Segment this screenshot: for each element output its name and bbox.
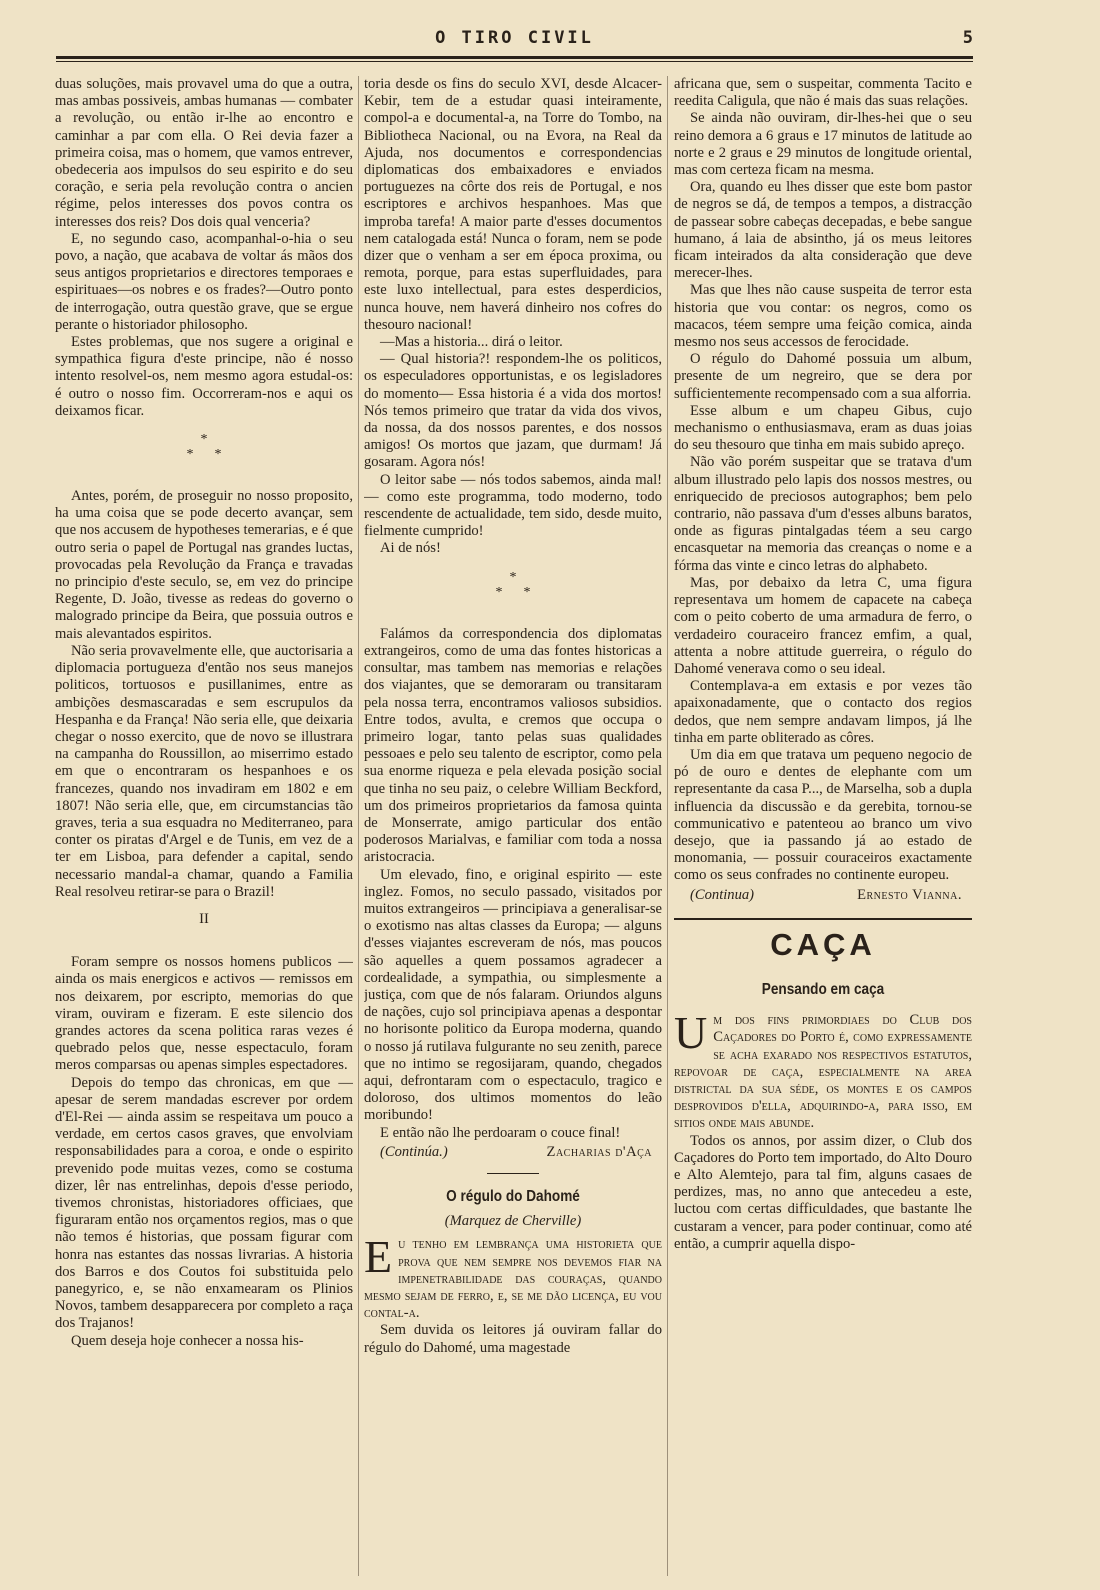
article-byline: (Marquez de Cherville) bbox=[444, 1213, 582, 1230]
paragraph: Falámos da correspondencia dos diplomatas extrangeiros, como de uma das fontes historicas a consultar, mas tambem nas memorias e relações dos viajantes, que se demoraram ou transitaram pela nossa terra, encontramos valiosos subsidios. Entre todos, avulta, e cremos que occupa o primeiro logar, tanto pelas suas qualidades pessoaes e pelo seu talento de escriptor, como pela sua enorme riqueza e pela elevada posição social que tinha no seu paiz, o celebre William Beckford, um dos primeiros proprietarios da famosa quinta de Monserrate, amigo particular dos então poderosos Marialvas, e familiar com toda a nossa aristocracia. bbox=[364, 625, 662, 866]
article-signature bbox=[364, 1144, 662, 1161]
paragraph: Esse album e um chapeu Gibus, cujo mechanismo o enthusiasmava, eram as duas joias do seu thesouro que tinha em mais subido apreço. bbox=[674, 402, 972, 454]
author-name: Ernesto Vianna. bbox=[857, 886, 962, 903]
continua-note: (Continua) bbox=[690, 886, 755, 903]
paragraph-text: u tenho em lembrança uma historieta que prova que nem sempre nos devemos fiar na impenetrabilidade das couraças, quando mesmo sejam de ferro, e, se me dão licença, eu vou contal-a. bbox=[364, 1236, 662, 1322]
paragraph: Todos os annos, por assim dizer, o Club dos Caçadores do Porto tem importado, do Alto Douro e Alto Alemtejo, para tal fim, alguns casaes de perdizes, mas, no anno que antecedeu a este, luctou com certas difficuldades, que bastante lhe custaram a vencer, para poder continuar, como até então, a cumprir aquella dispo- bbox=[674, 1132, 972, 1252]
drop-cap: E bbox=[364, 1231, 393, 1283]
paragraph: O leitor sabe — nós todos sabemos, ainda mal! — como este programma, todo moderno, todo rescendente de actualidade, tem sido, desde muito, fielmente cumprido! bbox=[364, 471, 662, 540]
paragraph: Estes problemas, que nos sugere a original e sympathica figura d'este principe, não é nosso intento resolvel-os, nem mesmo agora estudal-os: é outro o nosso fim. Occorreram-nos e aqui os deixamos ficar. bbox=[55, 334, 353, 419]
section-number: II bbox=[199, 910, 209, 927]
header-rule-thick bbox=[56, 56, 973, 59]
column-1 bbox=[55, 76, 353, 1576]
asterism-text: * * * bbox=[186, 432, 222, 463]
paragraph bbox=[364, 1231, 662, 1322]
paragraph: Se ainda não ouviram, dir-lhes-hei que o seu reino demora a 6 graus e 17 minutos de latitude ao norte e 2 graus e 29 minutos de longitude oriental, mas com certeza ficam na mesma. bbox=[674, 110, 972, 179]
column-2 bbox=[364, 76, 662, 1576]
paragraph: E então não lhe perdoaram o couce final! bbox=[380, 1124, 621, 1141]
paragraph: O régulo do Dahomé possuia um album, presente de um negreiro, que se dera por sufficientemente recompensado com a sua alforria. bbox=[674, 351, 972, 402]
column-divider bbox=[667, 76, 668, 1576]
column-divider bbox=[358, 76, 359, 1576]
paragraph bbox=[674, 1007, 972, 1132]
paragraph: Antes, porém, de proseguir no nosso proposito, ha uma coisa que se pode decerto avançar, sem que nos accusem de hypotheses temerarias, e é que outro seria o papel de Portugal nas grandes luctas, provocadas pela Revolução da França e travadas no principio d'este seculo, se, em vez do principe Regente, D. João, tivesse as redeas do governo o malogrado principe da Beira, que possuia outros e mais alevantados espiritos. bbox=[55, 488, 353, 642]
asterism-text: * * * bbox=[495, 569, 531, 600]
author-name: Zacharias d'Aça bbox=[546, 1143, 652, 1160]
paragraph: Contemplava-a em extasis e por vezes tão apaixonadamente, que o contacto dos regios dedos, que nem sempre andavam limpos, já lhe tinha em parte obliterado as côres. bbox=[674, 678, 972, 746]
article-title: O régulo do Dahomé bbox=[446, 1187, 580, 1205]
header-rule-thin bbox=[56, 61, 973, 62]
paragraph: Foram sempre os nossos homens publicos — ainda os mais energicos e activos — remissos em nos deixarem, por escripto, memorias do que viram, ouviram e fizeram. E este silencio dos grandes actores da scena politica raras vezes é quebrado pelos que, nesse espectaculo, foram meros comparsas ou apenas simples espectadores. bbox=[55, 954, 353, 1074]
paragraph: Sem duvida os leitores já ouviram fallar do régulo do Dahomé, uma magestade bbox=[364, 1322, 662, 1356]
paragraph: Um dia em que tratava um pequeno negocio de pó de ouro e dentes de elephante com um representante da casa P..., de Marselha, sob a dupla influencia da discussão e da gerebita, tornou-se communicativo e patenteou ao branco um vivo desejo, que ia passando já ao estado de monomania, — possuir couraceiros exactamente como os seus confrades no continente europeu. bbox=[674, 746, 972, 884]
paragraph: Ora, quando eu lhes disser que este bom pastor de negros se dá, de tempos a tempos, a distracção de passear sobre cabeças decepadas, e bebe sangue humano, á laia de absintho, já os meus leitores ficam inteirados da alta consideração que deve merecer-lhes. bbox=[674, 179, 972, 282]
section-subtitle: Pensando em caça bbox=[761, 980, 885, 998]
paragraph: — Qual historia?! respondem-lhe os politicos, os especuladores opportunistas, e os legisladores do momento— Essa historia é a vida dos mortos! Nós temos primeiro que tratar da vida dos vivos, da nossa, da dos nossos parentes, e dos nossos amigos! Os mortos que jazam, que durmam! Já gosaram. Agora nós! bbox=[364, 351, 662, 471]
section-rule bbox=[674, 918, 972, 920]
paragraph: E, no segundo caso, acompanhal-o-hia o seu povo, a nação, que acabava de voltar ás mãos dos seus antigos proprietarios e directores temporaes e espirituaes—os nobres e os frades?—Outro ponto de interrogação, outra questão grave, que se ergue perante o historiador philosopho. bbox=[55, 230, 353, 333]
paragraph: Depois do tempo das chronicas, em que — apesar de serem mandadas escrever por ordem d'El-Rei — ainda assim se respeitava um pouco a verdade, em certos casos graves, que envolviam responsabilidades para a coroa, e onde o espirito prevenido pode muitas vezes, como se costuma dizer, lêr nas entrelinhas, depois d'esse periodo, tivemos chronistas, historiadores officiaes, que figuraram então nos orçamentos regios, mas o que não temos é historias, que possam figurar com honra nas estantes das nossas livrarias. A historia dos Barros e dos Coutos foi substituida pelo panegyrico, e, se não enxamearam os Plinios Novos, tambem desapparecera por completo a raça dos Trajanos! bbox=[55, 1074, 353, 1332]
section-asterism bbox=[55, 432, 353, 462]
article-signature bbox=[674, 887, 972, 904]
column-3 bbox=[674, 76, 972, 1576]
paragraph: africana que, sem o suspeitar, commenta Tacito e reedita Caligula, que não é mais das suas relações. bbox=[674, 76, 972, 110]
paragraph: Não vão porém suspeitar que se tratava d'um album illustrado pelo lapis dos nossos mestres, ou enriquecido de preciosos autographos; bem pelo contrario, não passava d'um d'esses albuns baratos, onde as figuras pintalgadas téem a seu cargo encasquetar na memoria das creanças o nome e a fórma das vinte e cinco letras do alphabeto. bbox=[674, 454, 972, 574]
section-asterism bbox=[364, 570, 662, 600]
paragraph: duas soluções, mais provavel uma do que a outra, mas ambas possiveis, ambas humanas — combater a revolução, ou então ir-lhe ao encontro e caminhar a par com ella. O Rei devia fazer a primeira coisa, mas o homem, que vamos entrever, obedeceria aos impulsos do seu espirito e do seu coração, e seria pela revolução contra o ancien régime, pelos interesses dos povos contra os interesses dos reis? Dos dois qual venceria? bbox=[55, 76, 353, 230]
journal-title: O TIRO CIVIL bbox=[435, 28, 594, 48]
section-title: CAÇA bbox=[770, 926, 876, 962]
paragraph: Não seria provavelmente elle, que auctorisaria a diplomacia portugueza d'então nos seus manejos politicos, tortuosos e pusillanimes, entre as ambições desmascaradas e sem escrupulos da Hespanha e da França! Não seria elle, que deixaria chegar o nosso exercito, que de novo se illustrara na campanha do Roussillon, ao miserrimo estado em que o encontraram os hespanhoes e os francezes, quando nos invadiram em 1802 e em 1807! Não seria elle, que, em circumstancias tão graves, teria a sua esquadra no Mediterraneo, para conter os piratas d'Argel e de Tunis, em vez de a ter em Lisboa, para defender a capital, sendo necessario mandal-a chamar, quando a Familia Real resolveu retirar-se para o Brazil! bbox=[55, 642, 353, 900]
continua-note: (Continúa.) bbox=[380, 1143, 448, 1160]
paragraph: toria desde os fins do seculo XVI, desde Alcacer-Kebir, tem de a estudar quasi inteiramente, compol-a e documental-a, na Torre do Tombo, na Bibliotheca Nacional, ou na Evora, na Real da Ajuda, nos documentos e correspondencias diplomaticas dos embaixadores e enviados portuguezes na côrte dos reis de Portugal, e nos escriptores e archivos hespanhoes. Mas que improba tarefa! A maior parte d'esses documentos nem catalogada está! Nunca o foram, nem se pode dizer que o venham a ser em época proxima, ou remota, porque, para estas superfluidades, para este luxo intellectual, para estes desperdicios, nunca houve, nem haverá dinheiro nos cofres do thesouro nacional! bbox=[364, 76, 662, 333]
paragraph: —Mas a historia... dirá o leitor. bbox=[380, 334, 563, 351]
paragraph: Ai de nós! bbox=[380, 540, 441, 557]
paragraph: Quem deseja hoje conhecer a nossa his- bbox=[71, 1332, 304, 1349]
paragraph-text: m dos fins primordiaes do Club dos Caçadores do Porto é, como expressamente se acha exarado nos respectivos estatutos, repovoar de caça, especialmente na area districtal da sua séde, os montes e os campos desprovidos d'ella, adquirindo-a, para isso, em sitios onde mais abunde. bbox=[674, 1012, 972, 1132]
paragraph: Mas, por debaixo da letra C, uma figura representava um homem de capacete na cabeça com o peito coberto de uma armadura de ferro, o verdadeiro couraceiro francez emfim, a qual, attenta a nobre attitude guerreira, o régulo do Dahomé venerava como o seu ideal. bbox=[674, 574, 972, 677]
paragraph: Um elevado, fino, e original espirito — este inglez. Fomos, no seculo passado, visitados por muitos extrangeiros — principiava a generalisar-se o exotismo nas altas classes da Europa; — alguns d'esses viajantes escreveram de nós, mas poucos são aquelles a quem possamos agradecer a cordealidade, a sympathia, ou simplesmente a justiça, com que de nós falaram. Oriundos alguns de nações, cujo sol principiava apenas a despontar no horisonte politico da Europa moderna, quando o nosso já rutilava fulgurante no seu zenith, parece que no intimo se regosijaram, quando, chegados aqui, defrontaram com o espectaculo, tragico e doloroso, dos ultimos momentos do leão moribundo! bbox=[364, 866, 662, 1124]
page-number: 5 bbox=[962, 28, 973, 48]
running-head bbox=[56, 28, 973, 54]
paragraph: Mas que lhes não cause suspeita de terror esta historia que vou contar: os negros, como os macacos, téem sempre uma feição comica, ainda mesmo nos seus accessos de ferocidade. bbox=[674, 282, 972, 351]
drop-cap: U bbox=[674, 1007, 708, 1059]
short-rule bbox=[487, 1173, 539, 1174]
